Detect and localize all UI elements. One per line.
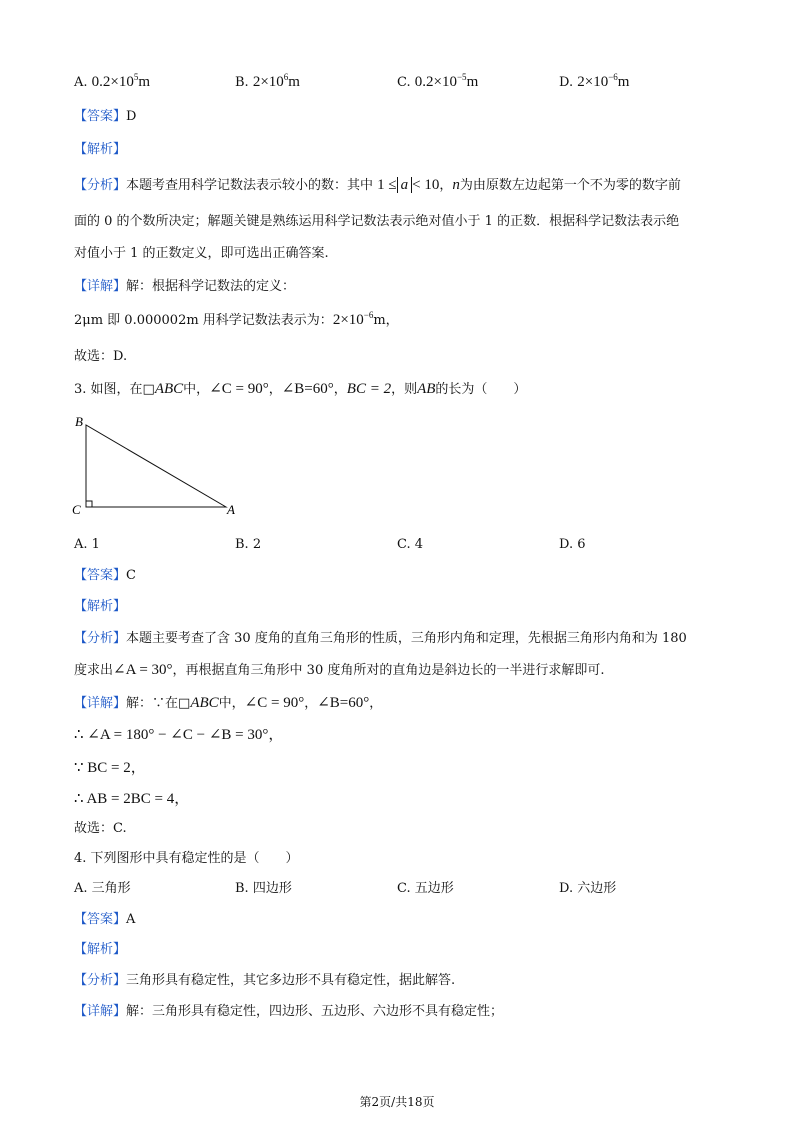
- option-value: 五边形: [414, 881, 454, 896]
- q4-jiexi: [74, 940, 126, 960]
- q4-answer: [74, 910, 135, 930]
- option-coef: 0.2×10: [91, 74, 134, 90]
- xiangjie-tag: 【详解】: [74, 696, 127, 711]
- xiangjie-text: 解：根据科学记数法的定义：: [126, 279, 296, 294]
- q2-fenxi-line3: 对值小于 1 的正数定义，即可选出正确答案.: [74, 246, 329, 261]
- stem-text: ，: [268, 382, 282, 397]
- option-value: 三角形: [91, 881, 131, 896]
- sci-notation: [333, 312, 374, 328]
- option-coef: 2×10: [252, 74, 284, 90]
- q2-fenxi-line2: 面的 0 的个数所决定；解题关键是熟练运用科学记数法表示绝对值小于 1 的正数．根据科学记数法表示绝: [74, 214, 680, 229]
- option-value: 2: [252, 537, 262, 552]
- triangle-figure: [66, 412, 246, 520]
- label-b: B: [75, 414, 83, 429]
- option-letter: B.: [235, 75, 249, 90]
- option-value: [92, 74, 150, 90]
- q3-option-b: [235, 535, 261, 555]
- option-value: 六边形: [577, 881, 617, 896]
- sci-exp: −6: [363, 310, 374, 320]
- q4-option-c: [397, 879, 454, 899]
- label-c: C: [72, 502, 81, 517]
- sci-coef: 2×10: [332, 312, 364, 328]
- triangle-name: ABC: [190, 695, 219, 711]
- option-letter: C.: [397, 75, 411, 90]
- q3-xiangjie-line1: [74, 693, 382, 714]
- q3-option-c: [397, 535, 423, 555]
- option-letter: D.: [559, 75, 574, 90]
- xiangjie-text: 解：∵在□: [126, 696, 191, 711]
- option-exp: −5: [456, 72, 467, 82]
- q4-option-a: [74, 879, 131, 899]
- triangle-name: ABC: [154, 381, 184, 397]
- label-a: A: [227, 502, 235, 517]
- option-unit: m: [466, 74, 479, 90]
- ineq-right: < 10: [412, 177, 440, 193]
- q3-step2: ∵ BC = 2，: [74, 760, 146, 776]
- option-letter: D.: [559, 537, 574, 552]
- q3-fenxi-line1: [74, 629, 687, 649]
- option-unit: m: [288, 74, 300, 90]
- fenxi-text: 本题考查用科学记数法表示较小的数：其中: [126, 178, 374, 193]
- side-bc: BC = 2: [346, 381, 392, 397]
- q4-xiangjie: [74, 1002, 503, 1022]
- right-angle-mark: [86, 501, 92, 507]
- fenxi-text: 度求出: [74, 663, 114, 678]
- q2-option-b: [235, 72, 300, 93]
- q4-stem: 4. 下列图形中具有稳定性的是（ ）: [74, 851, 299, 866]
- q3-fenxi-line2: [74, 660, 605, 681]
- abs-a: a: [397, 177, 413, 193]
- q2-xiangjie-line2: [74, 310, 399, 331]
- option-exp: −6: [608, 72, 618, 82]
- option-letter: A.: [74, 881, 88, 896]
- option-exp: 6: [283, 72, 289, 82]
- q2-jiexi: [74, 140, 126, 160]
- triangle-abc: [86, 425, 226, 507]
- fenxi-text: 三角形具有稳定性，其它多边形不具有稳定性，据此解答.: [126, 973, 456, 988]
- answer-tag: 【答案】: [74, 912, 127, 927]
- answer-value: C: [126, 568, 136, 583]
- q3-answer: [74, 566, 136, 586]
- option-unit: m: [617, 74, 630, 90]
- jiexi-tag: 【解析】: [74, 599, 127, 614]
- q4-option-b: [235, 879, 292, 899]
- q2-option-c: [397, 72, 478, 93]
- fenxi-tag: 【分析】: [74, 631, 127, 646]
- option-coef: 2×10: [577, 74, 609, 90]
- fenxi-text: 为由原数左边起第一个不为零的数字前: [459, 178, 681, 193]
- q3-step3: ∴ AB = 2BC = 4，: [74, 791, 190, 807]
- xiangjie-text: 中，: [218, 696, 245, 711]
- q4-option-d: [559, 879, 616, 899]
- page-footer: 第2页/共18页: [359, 1095, 435, 1109]
- stem-text: 3. 如图，在□: [74, 382, 155, 397]
- xiangjie-tag: 【详解】: [74, 279, 127, 294]
- option-value: [577, 74, 629, 90]
- jiexi-tag: 【解析】: [74, 142, 127, 157]
- q2-xiangjie-line1: [74, 277, 295, 297]
- fenxi-tag: 【分析】: [74, 973, 127, 988]
- answer-value: A: [126, 912, 136, 927]
- q3-option-a: [74, 535, 100, 555]
- stem-text: 中，: [183, 382, 210, 397]
- fenxi-tag: 【分析】: [74, 178, 127, 193]
- sci-unit: m，: [373, 313, 399, 328]
- jiexi-tag: 【解析】: [74, 942, 127, 957]
- xiangjie-text: ，: [304, 696, 318, 711]
- q2-answer: [74, 107, 136, 127]
- q2-option-a: [74, 72, 150, 93]
- q2-conclusion: 故选：D.: [74, 349, 128, 364]
- ineq-left: 1 ≤: [377, 177, 397, 193]
- var-n: n: [452, 177, 460, 193]
- xiangjie-tag: 【详解】: [74, 1004, 127, 1019]
- option-letter: C.: [397, 881, 411, 896]
- answer-tag: 【答案】: [74, 109, 127, 124]
- angle-a: ∠A = 30°: [113, 662, 173, 678]
- option-value: 4: [414, 537, 424, 552]
- stem-text: ，: [333, 382, 347, 397]
- q4-fenxi: [74, 971, 455, 991]
- answer-tag: 【答案】: [74, 568, 127, 583]
- q3-option-d: [559, 535, 586, 555]
- option-value: [253, 74, 300, 90]
- option-exp: 5: [133, 72, 139, 82]
- q2-option-d: [559, 72, 629, 93]
- xiangjie-text: 解：三角形具有稳定性，四边形、五边形、六边形不具有稳定性；: [126, 1004, 504, 1019]
- option-unit: m: [138, 74, 151, 90]
- option-letter: D.: [559, 881, 574, 896]
- option-value: 四边形: [252, 881, 292, 896]
- stem-text: ，则: [391, 382, 418, 397]
- fenxi-text: 本题主要考查了含 30 度角的直角三角形的性质，三角形内角和定理，先根据三角形内角和为 180: [126, 631, 687, 646]
- q3-conclusion: 故选：C.: [74, 821, 127, 836]
- angle-c: ∠C = 90°: [209, 381, 269, 397]
- option-letter: B.: [235, 537, 249, 552]
- option-letter: A.: [74, 75, 88, 90]
- q3-step1: ∴ ∠A = 180° − ∠C − ∠B = 30°，: [74, 727, 284, 743]
- q2-fenxi-line1: 【分析】本题考查用科学记数法表示较小的数：其中 1 ≤ a < 10，n为由原数左边起第一个不为零的数字前: [74, 177, 681, 193]
- answer-value: D: [126, 109, 137, 124]
- side-ab: AB: [417, 381, 436, 397]
- option-letter: C.: [397, 537, 411, 552]
- option-letter: A.: [74, 537, 88, 552]
- option-value: 1: [91, 537, 100, 552]
- angle-c: ∠C = 90°: [244, 695, 305, 711]
- q3-stem: [74, 379, 526, 400]
- angle-b: ∠B=60°: [281, 381, 334, 397]
- option-value: [415, 74, 478, 90]
- option-coef: 0.2×10: [414, 74, 457, 90]
- q3-jiexi: [74, 597, 126, 617]
- angle-b: ∠B=60°: [317, 695, 370, 711]
- xiangjie-text: 2μm 即 0.000002m 用科学记数法表示为：: [74, 313, 333, 328]
- option-letter: B.: [235, 881, 249, 896]
- xiangjie-text: ，: [369, 696, 383, 711]
- fenxi-text: ，再根据直角三角形中 30 度角所对的直角边是斜边长的一半进行求解即可.: [172, 663, 605, 678]
- stem-text: 的长为（ ）: [435, 382, 527, 397]
- option-value: 6: [577, 537, 586, 552]
